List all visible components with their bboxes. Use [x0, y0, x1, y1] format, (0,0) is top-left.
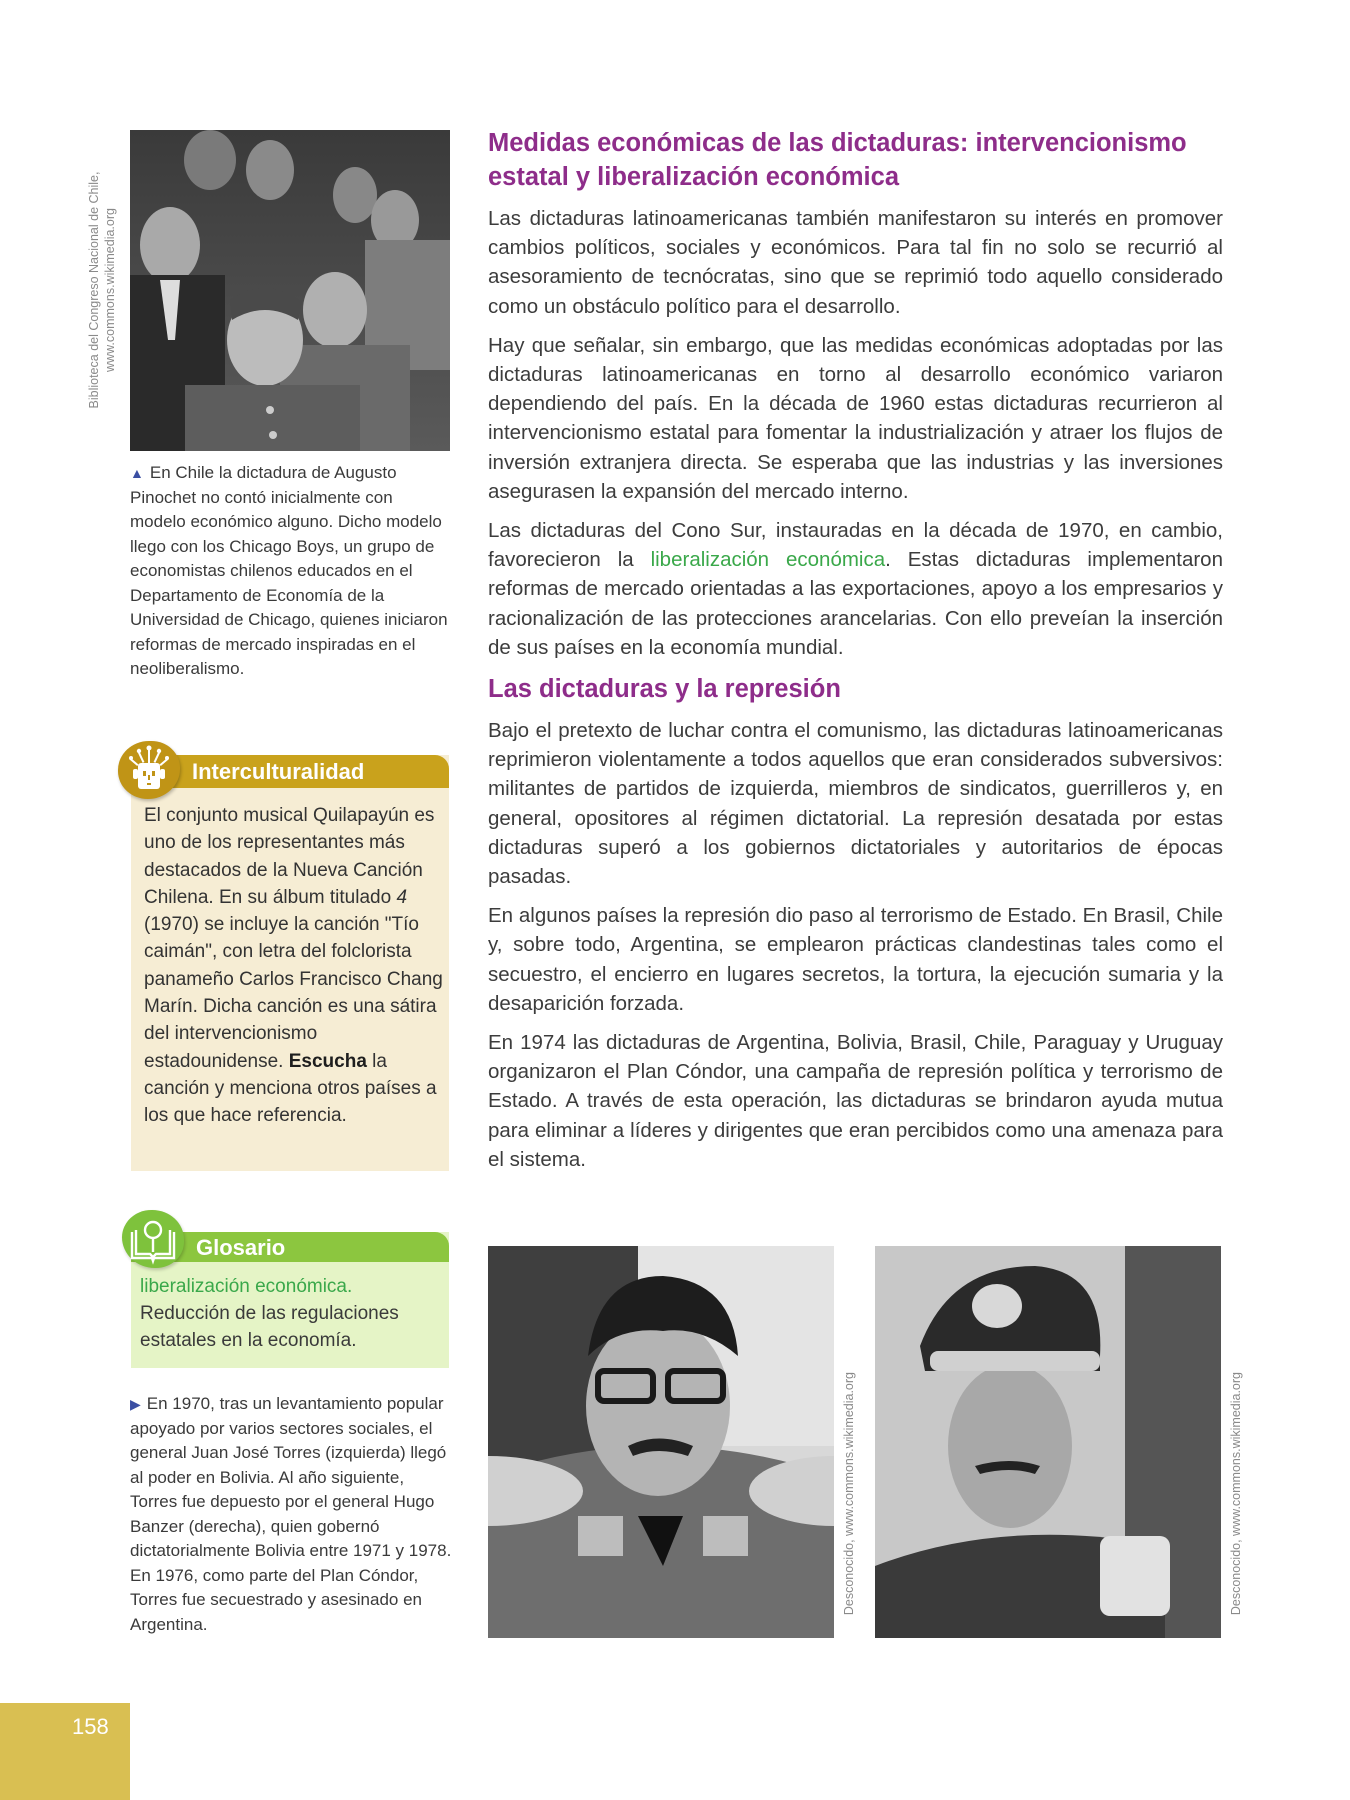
text-segment: . Estas dictaduras implementaron reformas de mercado orientadas a las exportaciones, apoyo a los empresarios y racionalización de las protecciones arancelarias. Con ello preveían la inserción de sus países en la economía mundial. — [488, 548, 1223, 659]
icult-text-3: la canción y menciona otros países a los que hace referencia. — [144, 1050, 437, 1127]
photo-credit-banzer: Desconocido, www.commons.wikimedia.org — [1229, 1372, 1243, 1616]
icult-text-2: (1970) se incluye la canción "Tío caimán", con letra del folclorista panameño Carlos Francisco Chang Marín. Dicha canción es una sátira del intervencionismo estadounidense. — [144, 914, 443, 1072]
text-segment: Las dictaduras del Cono Sur, instauradas en la década de 1970, en cambio, favorecieron la — [488, 519, 1223, 572]
photo-banzer — [875, 1246, 1221, 1638]
interculturalidad-text — [144, 802, 444, 1130]
mask-icon — [118, 741, 180, 799]
photo-banzer-graphic — [875, 1246, 1221, 1638]
caption-torres-banzer — [130, 1392, 455, 1637]
paragraph: Bajo el pretexto de luchar contra el comunismo, las dictaduras latinoamericanas reprimieron violentamente a todos aquellos que eran considerados subversivos: militantes de partidos de izquierda, miembros de sindicatos, guerrilleros y, en general, opositores al régimen dictatorial. La represión desatada por estas dictaduras superó a los gobiernos dictatoriales y autoritarios de épocas pasadas. — [488, 719, 1223, 889]
photo-torres — [488, 1246, 834, 1638]
interculturalidad-title: Interculturalidad — [192, 759, 365, 784]
paragraph: Las dictaduras latinoamericanas también manifestaron su interés en promover cambios políticos, sociales y económicos. Para tal fin no solo se recurrió al asesoramiento de tecnócratas, sino que se reprimió todo aquello considerado como un obstáculo político para el desarrollo. — [488, 207, 1223, 318]
triangle-right-icon: ▶ — [130, 1396, 141, 1412]
triangle-up-icon: ▲ — [130, 465, 144, 481]
glosario-entry — [140, 1273, 445, 1354]
glosario-badge — [122, 1210, 184, 1268]
photo-credit-pinochet — [86, 130, 118, 450]
album-title: 4 — [396, 886, 408, 908]
section-heading-repression: Las dictaduras y la represión — [488, 675, 841, 704]
photo-torres-graphic — [488, 1246, 834, 1638]
credit-line-2: www.commons.wikimedia.org — [103, 208, 117, 372]
photo-credit-torres: Desconocido, www.commons.wikimedia.org — [842, 1372, 856, 1616]
credit-line-1: Biblioteca del Congreso Nacional de Chile, — [87, 171, 101, 409]
interculturalidad-badge — [118, 741, 180, 799]
book-magnifier-icon — [122, 1210, 184, 1268]
page-number: 158 — [72, 1714, 109, 1739]
main-content — [488, 126, 1223, 1174]
caption-text: En Chile la dictadura de Augusto Pinochet no contó inicialmente con modelo económico alguno. Dicho modelo llego con los Chicago Boys, un grupo de economistas chilenos educados en el Departamento de Economía de la Universidad de Chicago, quienes iniciaron reformas de mercado inspiradas en el neoliberalismo. — [130, 463, 448, 678]
paragraph: En 1974 las dictaduras de Argentina, Bolivia, Brasil, Chile, Paraguay y Uruguay organizaron el Plan Cóndor, una campaña de represión política y terrorismo de Estado. A través de esta operación, las dictaduras se brindaron ayuda mutua para eliminar a líderes y dirigentes que eran percibidos como una amenaza para el sistema. — [488, 1031, 1223, 1171]
icult-action-word: Escucha — [288, 1050, 367, 1072]
glosario-title: Glosario — [196, 1235, 286, 1260]
icult-text-1: El conjunto musical Quilapayún es uno de los representantes más destacados de la Nueva Canción Chilena. En su álbum titulado — [144, 805, 435, 908]
section-heading-economic-measures: Medidas económicas de las dictaduras: intervencionismo estatal y liberalización económica — [488, 129, 1187, 191]
page-number-tab — [0, 1703, 130, 1800]
paragraph: En algunos países la represión dio paso al terrorismo de Estado. En Brasil, Chile y, sobre todo, Argentina, se emplearon prácticas clandestinas tales como el secuestro, el encierro en lugares secretos, la tortura, la ejecución sumaria y la desaparición forzada. — [488, 904, 1223, 1015]
photo-pinochet-graphic — [130, 130, 450, 451]
caption-pinochet — [130, 461, 450, 682]
photo-pinochet — [130, 130, 450, 451]
paragraph — [488, 516, 1223, 662]
glosario-definition: Reducción de las regulaciones estatales en la economía. — [140, 1303, 399, 1351]
paragraph: Hay que señalar, sin embargo, que las medidas económicas adoptadas por las dictaduras latinoamericanas en torno al desarrollo económico variaron dependiendo del país. En la década de 1960 estas dictaduras recurrieron al intervencionismo estatal para fomentar la industrialización y atraer los flujos de inversión extranjera directa. Se esperaba que las industrias y las inversiones asegurasen la expansión del mercado interno. — [488, 333, 1223, 503]
glossary-term-link[interactable]: liberalización económica — [650, 548, 886, 572]
caption-text: En 1970, tras un levantamiento popular apoyado por varios sectores sociales, el general Juan José Torres (izquierda) llegó al poder en Bolivia. Al año siguiente, Torres fue depuesto por el general Hugo Banzer (derecha), quien gobernó dictatorialmente Bolivia entre 1971 y 1978. En 1976, como parte del Plan Cóndor, Torres fue secuestrado y asesinado en Argentina. — [130, 1394, 452, 1634]
glosario-term: liberalización económica. — [140, 1276, 353, 1297]
